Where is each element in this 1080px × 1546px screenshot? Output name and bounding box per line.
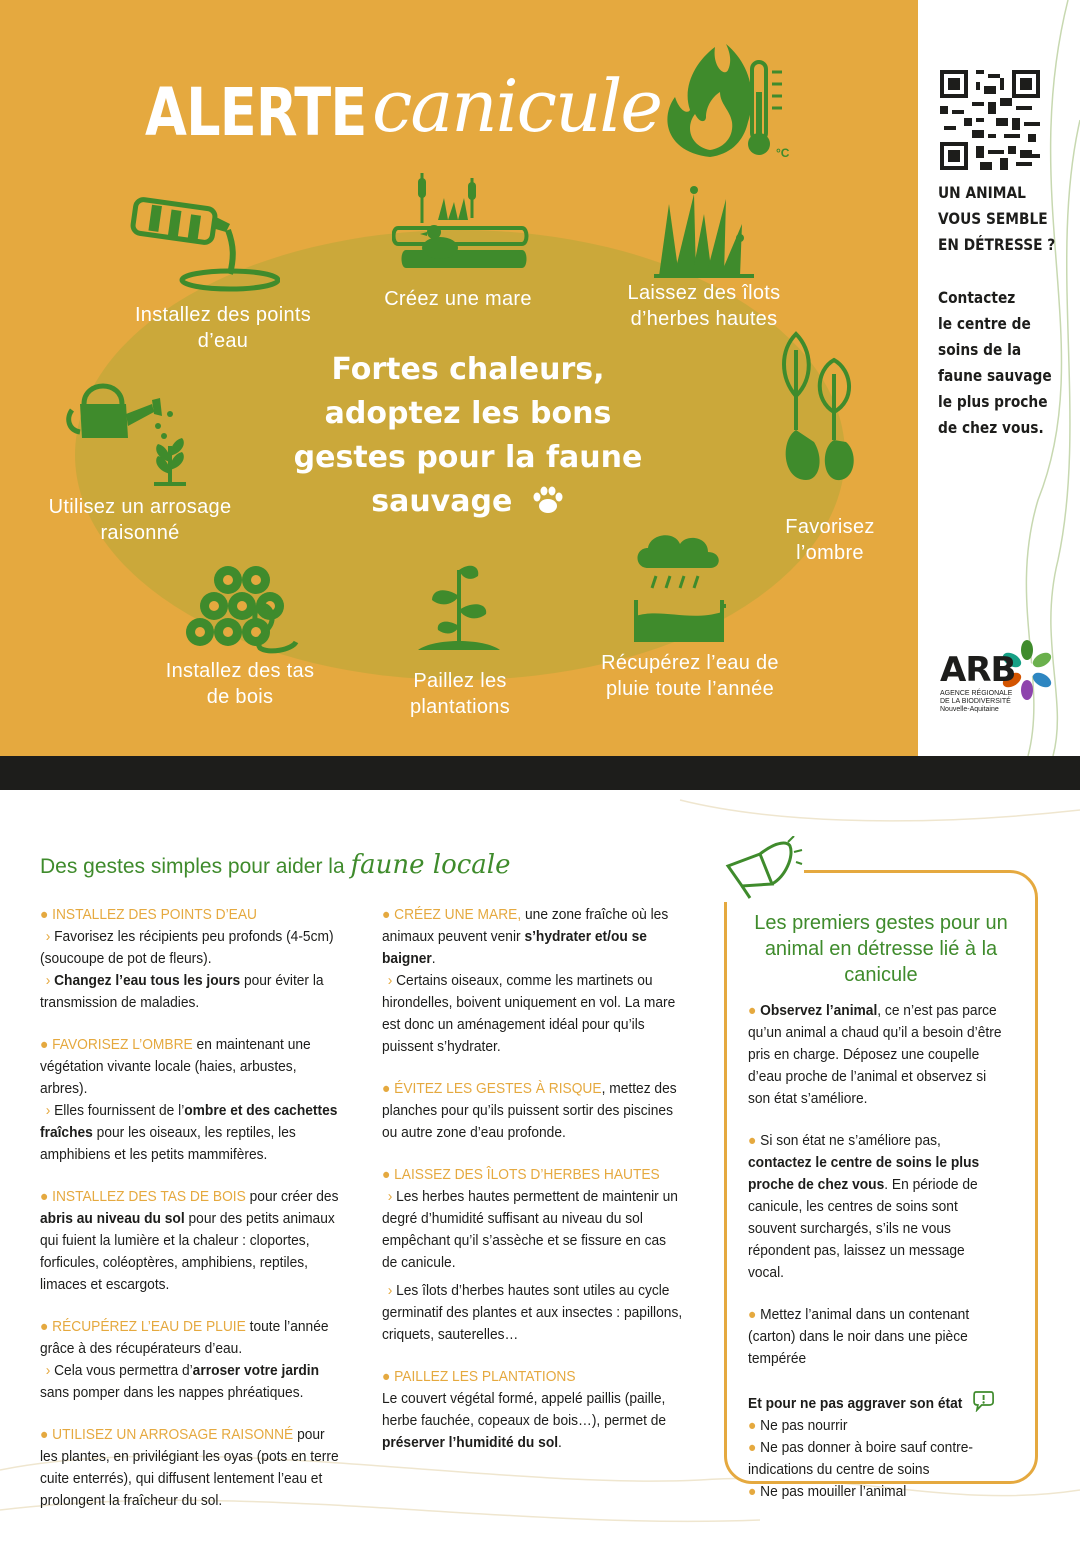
poster-top (0, 0, 1080, 756)
warning-bubble-icon (972, 1390, 995, 1412)
bullet-icon: ● (382, 1167, 391, 1183)
arb-logo-sub3: Nouvelle-Aquitaine (940, 706, 999, 713)
watering-can-icon (66, 374, 196, 489)
arrow-icon: › (45, 1103, 51, 1119)
bullet-icon: ● (40, 907, 49, 923)
action-tas-bois: Installez des tas de bois (165, 660, 315, 708)
arrow-icon: › (387, 973, 393, 989)
center-message: Fortes chaleurs, adoptez les bons gestes pour la faune sauvage (293, 352, 643, 519)
block-tas-bois: ● INSTALLEZ DES TAS DE BOIS pour créer des abris au niveau du sol pour des petits animaux qui fuient la lumière et la chaleur : cloportes, forficules, coléoptères, amphibiens, reptiles, limaces et escargots. (40, 1189, 339, 1293)
box-content (748, 1000, 1018, 1523)
arrow-icon: › (387, 1283, 393, 1299)
bullet-icon: ● (748, 1440, 757, 1456)
block-ombre: ● FAVORISEZ L’OMBRE en maintenant une végétation vivante locale (haies, arbustes, arbres). › Elles fournissent de l’ombre et des cachettes fraîches pour les oiseaux, les reptiles, les amphibiens et les petits mammifères. (40, 1037, 338, 1163)
action-ombre: Favorisez l’ombre (785, 516, 875, 564)
black-band (0, 756, 1080, 790)
bullet-icon: ● (748, 1484, 757, 1500)
qr-code-icon[interactable] (940, 70, 1040, 170)
arb-logo-sub2: DE LA BIODIVERSITÉ (940, 698, 1011, 705)
sidebar-contact: Contactez le centre de soins de la faune sauvage le plus proche de chez vous. (938, 288, 1052, 437)
block-paillez: ● PAILLEZ LES PLANTATIONS Le couvert végétal formé, appelé paillis (paille, herbe fauchée, copeaux de bois…), permet de préserver l’humidité du sol. (382, 1369, 667, 1451)
block-points-eau: ● INSTALLEZ DES POINTS D’EAU › Favorisez les récipients peu profonds (4-5cm) (soucoupe de pot de fleurs). › Changez l’eau tous les jours pour éviter la transmission de maladies. (40, 907, 334, 1011)
bullet-icon: ● (40, 1427, 49, 1443)
arrow-icon: › (387, 1189, 393, 1205)
box-title: Les premiers gestes pour un animal en détresse lié à la canicule (754, 912, 1008, 986)
pond-duck-icon (392, 168, 532, 273)
flame-thermometer-icon (640, 22, 790, 167)
block-arrosage: ● UTILISEZ UN ARROSAGE RAISONNÉ pour les plantes, en privilégiant les oyas (pots en terre cuite enterrés), qui diffusent lentement l’eau et prolongent la fraîcheur du sol. (40, 1427, 339, 1509)
water-bottle-icon (130, 196, 280, 296)
action-mare: Créez une mare (384, 288, 532, 310)
bullet-icon: ● (748, 1307, 757, 1323)
box-container: ● Mettez l’animal dans un contenant (carton) dans le noir dans une pièce tempérée (748, 1307, 970, 1367)
action-paillez: Paillez les plantations (409, 670, 511, 718)
mulch-plant-icon (414, 556, 504, 656)
arb-logo-text: ARB (940, 650, 1016, 690)
box-observe: ● Observez l’animal, ce n’est pas parce qu’un animal a chaud qu’il a besoin d’être pris en charge. Déposez une coupelle d’eau proche de l’animal et observez si son état s’améliore. (748, 1003, 1002, 1107)
bullet-icon: ● (382, 907, 391, 923)
block-ilots: ● LAISSEZ DES ÎLOTS D’HERBES HAUTES › Les herbes hautes permettent de maintenir un degré d’humidité suffisant au niveau du sol empêchant qu’il s’assèche et se fissure en cas de canicule. › Les îlots d’herbes hautes sont utiles au cycle germinatif des plantes et aux insectes : papillons, criquets, sauterelles… (382, 1167, 683, 1343)
bullet-icon: ● (748, 1133, 757, 1149)
log-pile-icon (180, 562, 300, 654)
arb-logo (940, 648, 1060, 718)
title-alerte: ALERTE (145, 74, 367, 151)
sidebar-question: UN ANIMAL VOUS SEMBLE EN DÉTRESSE ? (938, 183, 1056, 254)
bottom-title: Des gestes simples pour aider la faune locale (40, 850, 511, 880)
bullet-icon: ● (382, 1369, 391, 1385)
orange-panel (0, 0, 918, 756)
degree-label: °C (776, 146, 790, 160)
megaphone-icon (720, 836, 804, 902)
action-arrosage: Utilisez un arrosage raisonné (48, 496, 232, 544)
bullet-icon: ● (40, 1189, 49, 1205)
bullet-icon: ● (748, 1418, 757, 1434)
block-gestes-risque: ● ÉVITEZ LES GESTES À RISQUE, mettez des planches pour qu’ils puissent sortir des piscines ou autre zone d’eau profonde. (382, 1081, 677, 1141)
tall-grass-icon (654, 184, 754, 279)
box-dont: Et pour ne pas aggraver son état ● Ne pas nourrir ● Ne pas donner à boire sauf contre-indications du centre de soins ● Ne pas mouiller l’animal (748, 1390, 1018, 1503)
bullet-icon: ● (40, 1319, 49, 1335)
action-ilots: Laissez des îlots d’herbes hautes (627, 282, 781, 330)
bullet-icon: ● (748, 1003, 757, 1019)
action-points-eau: Installez des points d’eau (134, 304, 312, 352)
paw-icon (531, 485, 565, 515)
arrow-icon: › (45, 929, 51, 945)
column-2 (382, 904, 700, 1474)
block-eau-pluie: ● RÉCUPÉREZ L’EAU DE PLUIE toute l’année grâce à des récupérateurs d’eau. › Cela vous permettra d’arroser votre jardin sans pomper dans les nappes phréatiques. (40, 1319, 329, 1401)
action-pluie: Récupérez l’eau de pluie toute l’année (601, 652, 779, 700)
bullet-icon: ● (40, 1037, 49, 1053)
shade-trees-icon (776, 330, 860, 490)
arrow-icon: › (45, 973, 51, 989)
bottom-title-script: faune locale (350, 850, 511, 880)
title-canicule: canicule (372, 64, 661, 148)
block-mare: ● CRÉEZ UNE MARE, une zone fraîche où les animaux peuvent venir s’hydrater et/ou se baigner. › Certains oiseaux, comme les martinets ou hirondelles, boivent uniquement en vol. La mare est donc un aménagement idéal pour qu’ils puissent s’hydrater. (382, 907, 676, 1055)
arrow-icon: › (45, 1363, 51, 1379)
rain-tank-icon (630, 528, 726, 653)
bullet-icon: ● (382, 1081, 391, 1097)
box-contact: ● Si son état ne s’améliore pas, contactez le centre de soins le plus proche de chez vous. En période de canicule, les centres de soins sont souvent surchargés, s’ils ne vous répondent pas, laissez un message vocal. (748, 1133, 980, 1281)
column-1 (40, 904, 356, 1532)
arb-logo-sub1: AGENCE RÉGIONALE (940, 690, 1013, 697)
